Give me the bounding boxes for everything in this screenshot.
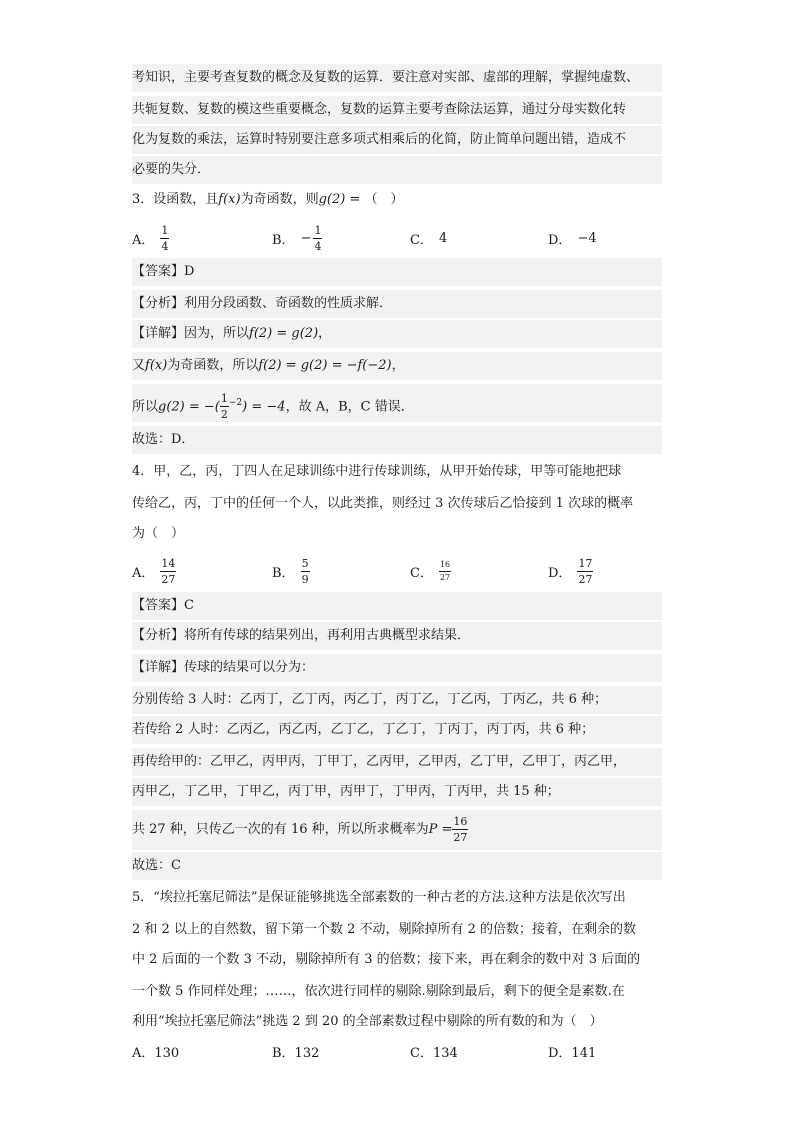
q3-detail-1: 【详解】因为，所以f(2) = g(2)， (132, 320, 662, 348)
q5-stem-line-2: 2 和 2 以上的自然数，留下第一个数 2 不动，剔除掉所有 2 的倍数；接着，在剩余的数 (132, 922, 637, 937)
q3-option-a: A． $\frac{1}{4}$ (132, 223, 169, 253)
fraction: $\frac{1}{4}$ (161, 223, 169, 253)
q3-answer: 【答案】D (132, 258, 662, 286)
q3-analysis: 【分析】利用分段函数、奇函数的性质求解． (132, 290, 662, 318)
q4-result-2: 若传给 2 人时：乙丙乙，丙乙丙，乙丁乙，丁乙丁，丁丙丁，丙丁丙，共 6 种； (132, 716, 662, 744)
fraction: $\frac{17}{27}$ (578, 556, 593, 586)
q4-answer: 【答案】C (132, 592, 662, 620)
q5-option-c: C．134 (410, 1045, 458, 1061)
q3-choose: 故选：D． (132, 426, 662, 454)
q5-stem-line-3: 中 2 后面的一个数 3 不动，剔除掉所有 3 的倍数；接下来，再在剩余的数中对 3 后面的 (132, 952, 641, 967)
q4-result-4: 丙甲乙，丁乙甲，丁甲乙，丙丁甲，丙甲丁，丁甲丙，丁丙甲，共 15 种； (132, 778, 662, 806)
q3-option-b: B． − $\frac{1}{4}$ (272, 223, 322, 253)
fraction: $\frac{16}{27}$ (439, 559, 451, 582)
q5-option-a: A．130 (132, 1045, 180, 1061)
q3-stem: 3．设函数，且f(x)为奇函数，则g(2) = （ ） (132, 192, 404, 207)
q5-option-b: B．132 (272, 1045, 320, 1061)
q4-analysis: 【分析】将所有传球的结果列出，再利用古典概型求结果． (132, 622, 662, 650)
q3-detail-3: 所以g(2) = −( $\frac{1}{2}$ $^{-2}$) = −4，故 A，B，C 错误． (132, 384, 662, 422)
q4-options (132, 551, 662, 591)
q5-options (132, 1036, 662, 1066)
q4-stem-line-3: 为（ ） (132, 526, 185, 541)
q5-option-d: D．141 (548, 1045, 597, 1061)
intro-line-3: 化为复数的乘法，运算时特别要注意多项式相乘后的化简，防止简单问题出错，造成不 (132, 126, 662, 154)
q4-result-1: 分别传给 3 人时：乙丙丁，乙丁丙，丙乙丁，丙丁乙，丁乙丙，丁丙乙，共 6 种； (132, 686, 662, 714)
q5-stem-line-1: 5．“埃拉托塞尼筛法”是保证能够挑选全部素数的一种古老的方法.这种方法是依次写出 (132, 890, 626, 905)
intro-line-1: 考知识，主要考查复数的概念及复数的运算．要注意对实部、虚部的理解，掌握纯虚数、 (132, 64, 662, 92)
fraction: $\frac{1}{4}$ (314, 223, 322, 253)
q4-stem-line-1: 4．甲，乙，丙，丁四人在足球训练中进行传球训练，从甲开始传球，甲等可能地把球 (132, 464, 622, 479)
q4-option-c: C． $\frac{16}{27}$ (410, 559, 451, 582)
q4-choose: 故选：C (132, 852, 662, 880)
intro-line-4: 必要的失分． (132, 156, 662, 184)
q4-option-d: D． $\frac{17}{27}$ (548, 556, 593, 586)
q4-option-b: B． $\frac{5}{9}$ (272, 556, 309, 586)
fraction: $\frac{5}{9}$ (301, 556, 309, 586)
fraction: $\frac{1}{2}$ (220, 392, 228, 422)
intro-line-2: 共轭复数、复数的模这些重要概念，复数的运算主要考查除法运算，通过分母实数化转 (132, 96, 662, 124)
q5-stem-line-4: 一个数 5 作同样处理；……，依次进行同样的剔除.剔除到最后，剩下的便全是素数.在 (132, 984, 625, 999)
q4-result-5: 共 27 种，只传乙一次的有 16 种，所以所求概率为P = $\frac{16}{27}$ (132, 810, 662, 850)
q3-option-c: C． 4 (410, 230, 448, 248)
q4-detail: 【详解】传球的结果可以分为： (132, 654, 662, 682)
q5-stem-line-5: 利用“埃拉托塞尼筛法”挑选 2 到 20 的全部素数过程中剔除的所有数的和为（ ） (132, 1014, 603, 1029)
fraction: $\frac{16}{27}$ (453, 815, 468, 844)
q4-stem-line-2: 传给乙，丙，丁中的任何一个人，以此类推，则经过 3 次传球后乙恰接到 1 次球的概率 (132, 496, 634, 511)
q4-option-a: A． $\frac{14}{27}$ (132, 556, 176, 586)
fraction: $\frac{14}{27}$ (161, 556, 176, 586)
q3-option-d: D． −4 (548, 230, 597, 248)
q4-result-3: 再传给甲的：乙甲乙，丙甲丙，丁甲丁，乙丙甲，乙甲丙，乙丁甲，乙甲丁，丙乙甲， (132, 748, 662, 776)
q3-detail-2: 又f(x)为奇函数，所以f(2) = g(2) = −f(−2)， (132, 352, 662, 380)
q3-options (132, 218, 662, 258)
